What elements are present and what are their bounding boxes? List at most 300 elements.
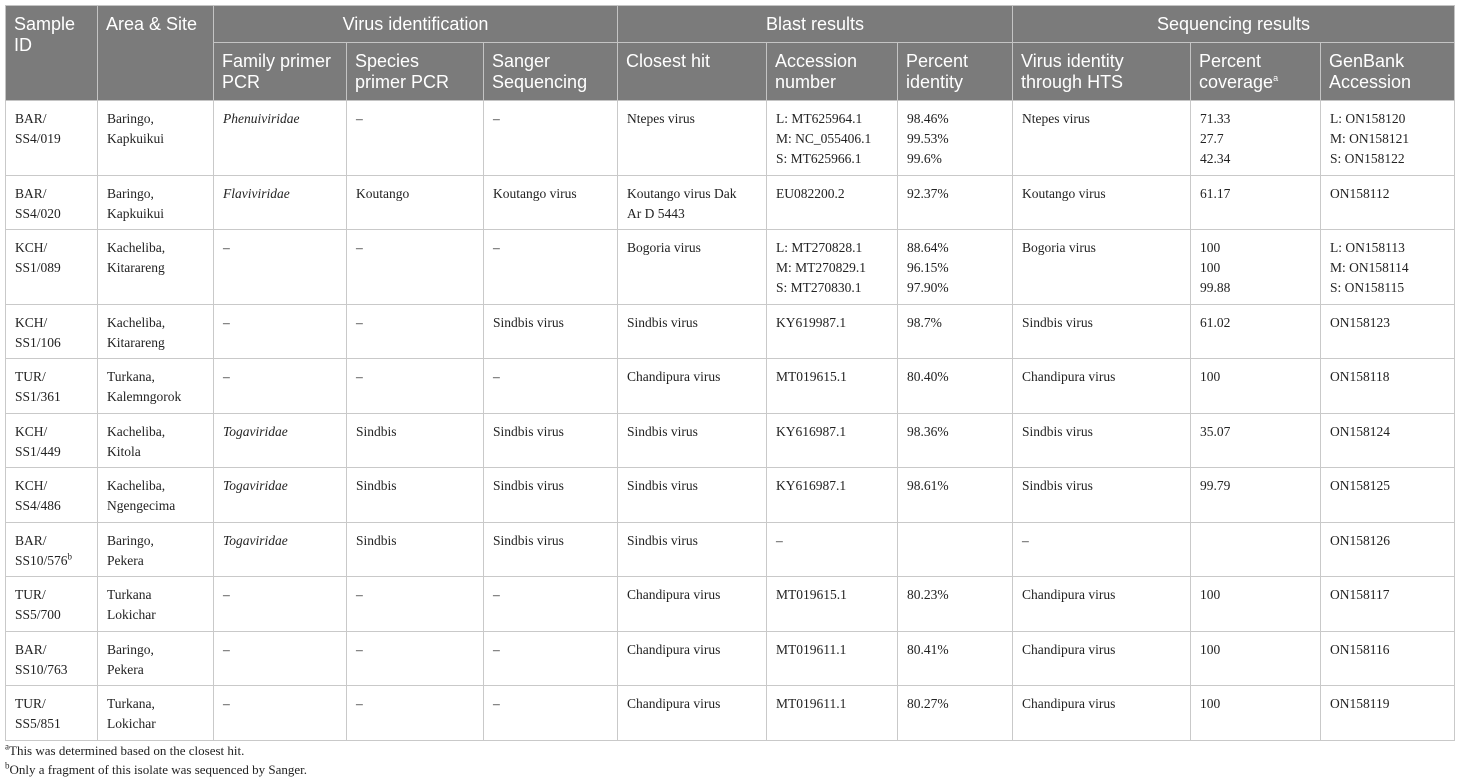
cell-genbank-accession-line: ON158118 [1330,369,1390,384]
cell-percent-coverage-line: 71.33 [1200,111,1231,126]
cell-family-pcr-text: – [223,696,230,711]
header-closest-hit: Closest hit [618,43,767,101]
cell-hts-identity [1013,468,1191,523]
cell-family-pcr-text: – [223,240,230,255]
cell-accession-number-line: – [776,532,783,548]
cell-sample-id [6,522,98,577]
cell-family-pcr [214,686,347,741]
cell-accession-number [767,468,898,523]
cell-closest-hit [618,413,767,468]
cell-closest-hit-line: Chandipura virus [627,641,721,657]
cell-accession-number-line: S: MT625966.1 [776,151,862,166]
cell-percent-identity [898,175,1013,230]
cell-sample-id [6,577,98,632]
cell-hts-identity [1013,101,1191,176]
cell-percent-coverage [1191,686,1321,741]
cell-accession-number [767,686,898,741]
cell-genbank-accession-line: ON158116 [1330,641,1390,657]
cell-genbank-accession-line: S: ON158115 [1330,280,1405,295]
cell-genbank-accession-line: L: ON158120 [1330,111,1406,126]
cell-closest-hit-line: Sindbis virus [627,478,698,493]
cell-hts-identity-text: Sindbis virus [1022,314,1093,330]
cell-accession-number-line: MT019615.1 [776,369,847,384]
cell-sanger-sequencing [484,101,618,176]
cell-hts-identity [1013,522,1191,577]
cell-species-pcr [347,230,484,305]
cell-accession-number [767,577,898,632]
cell-area-site-line: Ngengecima [107,498,176,513]
cell-species-pcr [347,304,484,359]
cell-species-pcr-text: – [356,696,363,711]
cell-sanger-sequencing [484,468,618,523]
cell-area-site-line: Baringo, [107,641,154,657]
cell-closest-hit-line: Ar D 5443 [627,205,685,221]
table-row [6,413,1455,468]
cell-percent-identity [898,359,1013,414]
cell-hts-identity-text: Chandipura virus [1022,369,1116,384]
cell-closest-hit [618,631,767,686]
cell-sample-id-line: KCH/ [15,478,48,493]
cell-percent-coverage-line: 100 [1200,641,1221,657]
cell-sample-id [6,101,98,176]
cell-percent-identity [898,101,1013,176]
cell-hts-identity [1013,413,1191,468]
cell-percent-coverage-line: 27.7 [1200,131,1224,146]
cell-sanger-sequencing-text: – [493,587,500,602]
cell-closest-hit-line: Ntepes virus [627,111,695,126]
cell-species-pcr [347,686,484,741]
header-percent-identity: Percent identity [898,43,1013,101]
cell-percent-identity-line: 99.6% [907,151,942,166]
header-accession-number: Accession number [767,43,898,101]
cell-family-pcr-text: – [223,369,230,384]
cell-accession-number [767,413,898,468]
cell-family-pcr [214,101,347,176]
cell-family-pcr [214,175,347,230]
header-species-primer-pcr: Species primer PCR [347,43,484,101]
cell-closest-hit-line: Sindbis virus [627,314,698,330]
cell-species-pcr-text: – [356,641,363,657]
cell-family-pcr [214,359,347,414]
cell-family-pcr [214,577,347,632]
cell-species-pcr-text: Sindbis [356,478,397,493]
cell-species-pcr-text: Sindbis [356,423,397,439]
cell-percent-identity-line: 98.36% [907,423,949,439]
cell-area-site-line: Kitarareng [107,260,165,275]
cell-area-site-line: Lokichar [107,607,156,622]
cell-genbank-accession-line: ON158112 [1330,185,1390,201]
cell-percent-identity-line: 80.23% [907,587,949,602]
table-row [6,522,1455,577]
cell-closest-hit [618,304,767,359]
cell-accession-number-line: KY616987.1 [776,423,847,439]
cell-sanger-sequencing-text: – [493,641,500,657]
cell-family-pcr [214,304,347,359]
cell-genbank-accession-line: ON158126 [1330,532,1391,548]
cell-genbank-accession-line: ON158117 [1330,587,1390,602]
cell-species-pcr [347,101,484,176]
cell-hts-identity-text: – [1022,532,1029,548]
cell-hts-identity [1013,359,1191,414]
cell-closest-hit [618,577,767,632]
cell-area-site-line: Kapkuikui [107,205,164,221]
cell-sample-id-line: TUR/ [15,369,46,384]
cell-sanger-sequencing [484,230,618,305]
cell-percent-coverage-line: 100 [1200,696,1221,711]
cell-genbank-accession [1321,577,1455,632]
cell-family-pcr [214,631,347,686]
cell-sanger-sequencing [484,359,618,414]
cell-closest-hit-line: Sindbis virus [627,532,698,548]
cell-hts-identity [1013,175,1191,230]
cell-sample-id-line: SS1/449 [15,443,61,459]
table-row [6,175,1455,230]
footnote-a [5,741,307,760]
cell-genbank-accession [1321,304,1455,359]
cell-family-pcr-text: Togaviridae [223,532,288,548]
cell-sample-id-line: SS10/763 [15,661,68,677]
cell-area-site [98,631,214,686]
header-percent-coverage-label: Percent coverage [1199,51,1274,92]
cell-percent-identity [898,577,1013,632]
cell-genbank-accession-line: ON158119 [1330,696,1390,711]
cell-sample-id [6,304,98,359]
cell-genbank-accession [1321,230,1455,305]
cell-genbank-accession [1321,686,1455,741]
cell-area-site-line: Kacheliba, [107,478,166,493]
header-sanger-sequencing: Sanger Sequencing [484,43,618,101]
cell-closest-hit-line: Bogoria virus [627,240,701,255]
cell-accession-number-line: MT019615.1 [776,587,847,602]
table-row [6,101,1455,176]
cell-species-pcr-text: Koutango [356,185,410,201]
cell-area-site-line: Kacheliba, [107,240,166,255]
cell-percent-coverage-line: 100 [1200,260,1221,275]
cell-sanger-sequencing-text: Sindbis virus [493,532,564,548]
header-percent-coverage [1191,43,1321,101]
cell-sample-id-line: BAR/ [15,641,47,657]
cell-hts-identity [1013,304,1191,359]
cell-accession-number-line: MT019611.1 [776,641,847,657]
cell-sanger-sequencing-text: – [493,240,500,255]
cell-percent-identity-line: 98.46% [907,111,949,126]
cell-genbank-accession [1321,175,1455,230]
cell-genbank-accession-line: L: ON158113 [1330,240,1405,255]
cell-percent-coverage-line: 100 [1200,587,1221,602]
cell-family-pcr-text: Togaviridae [223,423,288,439]
cell-hts-identity-text: Chandipura virus [1022,641,1116,657]
cell-closest-hit [618,230,767,305]
cell-closest-hit [618,468,767,523]
cell-accession-number-line: KY619987.1 [776,314,847,330]
cell-hts-identity [1013,631,1191,686]
cell-sample-id-line: SS1/089 [15,260,61,275]
cell-accession-number [767,304,898,359]
cell-hts-identity [1013,577,1191,632]
cell-species-pcr [347,522,484,577]
cell-genbank-accession [1321,631,1455,686]
cell-sanger-sequencing [484,522,618,577]
cell-family-pcr [214,230,347,305]
cell-percent-coverage [1191,304,1321,359]
cell-sample-id-line: SS1/106 [15,334,61,350]
cell-closest-hit [618,101,767,176]
footnotes [5,741,307,779]
cell-accession-number-line: MT019611.1 [776,696,847,711]
cell-sanger-sequencing-text: Sindbis virus [493,314,564,330]
cell-sample-id-line: SS4/486 [15,498,61,513]
cell-area-site-line: Lokichar [107,716,156,731]
cell-species-pcr [347,175,484,230]
cell-area-site-line: Kitola [107,443,141,459]
cell-accession-number-line: M: MT270829.1 [776,260,867,275]
cell-area-site-line: Turkana, [107,369,155,384]
cell-family-pcr-text: – [223,314,230,330]
cell-genbank-accession-line: ON158123 [1330,314,1391,330]
cell-sample-id-line: KCH/ [15,423,48,439]
cell-sample-id-line: SS5/851 [15,716,61,731]
cell-percent-identity [898,304,1013,359]
cell-accession-number-line: KY616987.1 [776,478,847,493]
virus-results-table [5,5,1455,741]
cell-percent-coverage [1191,577,1321,632]
cell-family-pcr-text: – [223,587,230,602]
cell-closest-hit-line: Chandipura virus [627,696,721,711]
cell-sanger-sequencing-text: – [493,696,500,711]
cell-accession-number [767,101,898,176]
table-body [6,101,1455,741]
cell-genbank-accession [1321,468,1455,523]
cell-area-site-line: Kalemngorok [107,389,182,404]
cell-percent-identity-line: 92.37% [907,185,949,201]
cell-genbank-accession [1321,413,1455,468]
cell-family-pcr [214,413,347,468]
cell-sample-id-line: TUR/ [15,587,46,602]
header-coverage-footnote-mark: a [1273,73,1279,83]
cell-hts-identity-text: Chandipura virus [1022,587,1116,602]
cell-sanger-sequencing [484,175,618,230]
footnote-b-text: Only a fragment of this isolate was sequenced by Sanger. [9,762,307,777]
cell-area-site [98,413,214,468]
cell-sample-id [6,631,98,686]
cell-sample-id [6,468,98,523]
cell-area-site [98,359,214,414]
footnote-b-mark: b [5,760,10,771]
cell-area-site [98,175,214,230]
cell-percent-coverage [1191,468,1321,523]
cell-sample-id [6,175,98,230]
cell-hts-identity-text: Koutango virus [1022,185,1106,201]
cell-percent-identity-line: 80.41% [907,641,949,657]
cell-area-site-line: Turkana [107,587,152,602]
cell-species-pcr-text: – [356,240,363,255]
cell-sample-id-line: SS10/576 [15,552,68,568]
cell-area-site-line: Turkana, [107,696,155,711]
cell-accession-number-line: S: MT270830.1 [776,280,862,295]
cell-closest-hit-line: Koutango virus Dak [627,185,737,201]
table-row [6,230,1455,305]
cell-family-pcr [214,468,347,523]
cell-sanger-sequencing [484,631,618,686]
cell-sanger-sequencing [484,413,618,468]
table-row [6,577,1455,632]
cell-genbank-accession-line: ON158124 [1330,423,1391,439]
cell-percent-identity [898,230,1013,305]
cell-percent-coverage [1191,359,1321,414]
cell-area-site [98,230,214,305]
cell-sample-id [6,686,98,741]
cell-species-pcr [347,468,484,523]
header-area-site: Area & Site [98,6,214,101]
cell-percent-identity-line: 96.15% [907,260,949,275]
cell-area-site [98,101,214,176]
cell-sample-id-line: TUR/ [15,696,46,711]
cell-sanger-sequencing-text: Koutango virus [493,185,577,201]
cell-accession-number-line: L: MT270828.1 [776,240,863,255]
cell-area-site-line: Kapkuikui [107,131,164,146]
cell-percent-coverage-line: 100 [1200,369,1221,384]
cell-family-pcr-text: Togaviridae [223,478,288,493]
cell-genbank-accession [1321,101,1455,176]
header-group-virus-identification: Virus identification [214,6,618,43]
sample-id-footnote-mark: b [67,551,73,561]
table-row [6,686,1455,741]
cell-hts-identity-text: Sindbis virus [1022,423,1093,439]
cell-percent-coverage [1191,413,1321,468]
cell-sample-id [6,413,98,468]
cell-percent-identity [898,522,1013,577]
cell-percent-identity [898,686,1013,741]
cell-species-pcr-text: – [356,587,363,602]
cell-species-pcr [347,413,484,468]
cell-sanger-sequencing [484,304,618,359]
cell-species-pcr-text: – [356,111,363,126]
cell-percent-identity-line: 80.40% [907,369,949,384]
cell-species-pcr [347,631,484,686]
header-row-groups [6,6,1455,43]
table-row [6,304,1455,359]
cell-genbank-accession [1321,522,1455,577]
cell-percent-coverage [1191,230,1321,305]
cell-accession-number [767,522,898,577]
table-row [6,359,1455,414]
header-group-blast-results: Blast results [618,6,1013,43]
cell-area-site [98,304,214,359]
cell-sample-id [6,359,98,414]
cell-area-site-line: Baringo, [107,532,154,548]
cell-sanger-sequencing [484,577,618,632]
footnote-a-text: This was determined based on the closest hit. [9,743,245,758]
cell-closest-hit [618,686,767,741]
cell-sample-id-line: KCH/ [15,240,48,255]
cell-percent-identity-line: 99.53% [907,131,949,146]
cell-sample-id-line: BAR/ [15,111,47,126]
cell-sanger-sequencing [484,686,618,741]
cell-area-site-line: Pekera [107,661,144,677]
cell-percent-identity-line: 88.64% [907,240,949,255]
cell-percent-coverage [1191,101,1321,176]
cell-percent-identity [898,631,1013,686]
cell-sample-id-line: SS4/020 [15,205,61,221]
header-family-primer-pcr: Family primer PCR [214,43,347,101]
cell-species-pcr-text: – [356,314,363,330]
cell-percent-coverage-line: 42.34 [1200,151,1231,166]
header-hts-identity: Virus identity through HTS [1013,43,1191,101]
cell-sample-id-line: BAR/ [15,185,47,201]
cell-percent-identity-line: 80.27% [907,696,949,711]
cell-area-site-line: Baringo, [107,111,154,126]
cell-percent-coverage [1191,522,1321,577]
cell-area-site-line: Kitarareng [107,334,165,350]
cell-hts-identity-text: Ntepes virus [1022,111,1090,126]
header-row-columns [6,43,1455,101]
footnote-b [5,760,307,779]
cell-percent-coverage [1191,631,1321,686]
cell-accession-number [767,631,898,686]
cell-sample-id-line: SS4/019 [15,131,61,146]
cell-area-site-line: Baringo, [107,185,154,201]
cell-hts-identity [1013,230,1191,305]
cell-area-site [98,522,214,577]
header-group-sequencing-results: Sequencing results [1013,6,1455,43]
cell-accession-number [767,359,898,414]
cell-genbank-accession-line: ON158125 [1330,478,1391,493]
cell-family-pcr-text: Flaviviridae [223,185,290,201]
cell-accession-number-line: EU082200.2 [776,185,845,201]
cell-percent-coverage-line: 99.88 [1200,280,1231,295]
header-sample-id: Sample ID [6,6,98,101]
cell-sanger-sequencing-text: – [493,111,500,126]
cell-percent-coverage-line: 35.07 [1200,423,1231,439]
table-row [6,468,1455,523]
cell-sample-id-line [15,551,88,571]
cell-percent-coverage [1191,175,1321,230]
cell-family-pcr-text: – [223,641,230,657]
cell-family-pcr [214,522,347,577]
cell-closest-hit-line: Chandipura virus [627,587,721,602]
cell-family-pcr-text: Phenuiviridae [223,111,300,126]
cell-genbank-accession-line: M: ON158121 [1330,131,1410,146]
cell-accession-number [767,175,898,230]
cell-percent-identity [898,468,1013,523]
cell-percent-coverage-line: 99.79 [1200,478,1231,493]
cell-sample-id-line: SS5/700 [15,607,61,622]
cell-accession-number-line: M: NC_055406.1 [776,131,872,146]
cell-genbank-accession-line: S: ON158122 [1330,151,1405,166]
cell-percent-identity [898,413,1013,468]
header-genbank-accession: GenBank Accession [1321,43,1455,101]
cell-accession-number-line: L: MT625964.1 [776,111,863,126]
cell-percent-identity-line: 98.7% [907,314,942,330]
cell-genbank-accession-line: M: ON158114 [1330,260,1409,275]
cell-sanger-sequencing-text: Sindbis virus [493,423,564,439]
cell-closest-hit-line: Chandipura virus [627,369,721,384]
cell-area-site-line: Kacheliba, [107,423,166,439]
cell-genbank-accession [1321,359,1455,414]
cell-sanger-sequencing-text: Sindbis virus [493,478,564,493]
cell-hts-identity-text: Sindbis virus [1022,478,1093,493]
footnote-a-mark: a [5,741,9,752]
cell-sample-id-line: SS1/361 [15,389,61,404]
cell-percent-coverage-line: 100 [1200,240,1221,255]
cell-species-pcr [347,577,484,632]
cell-sample-id [6,230,98,305]
cell-hts-identity-text: Bogoria virus [1022,240,1096,255]
cell-area-site-line: Pekera [107,552,144,568]
cell-area-site [98,468,214,523]
cell-closest-hit-line: Sindbis virus [627,423,698,439]
cell-species-pcr-text: Sindbis [356,532,397,548]
